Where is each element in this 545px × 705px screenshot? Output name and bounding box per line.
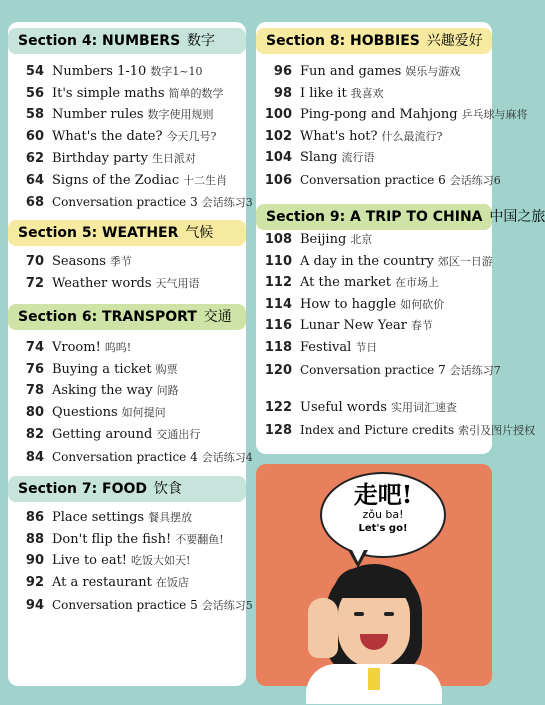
section-title-chinese: 兴趣爱好 <box>426 33 483 49</box>
entry-title-chinese: 我喜欢 <box>350 87 384 100</box>
contents-entry[interactable] <box>262 148 375 168</box>
contents-entry[interactable] <box>14 551 190 571</box>
section-header <box>8 476 246 502</box>
entry-title: Number rules <box>52 107 144 122</box>
contents-entry[interactable] <box>14 252 132 272</box>
page-number: 56 <box>25 86 44 101</box>
contents-entry[interactable] <box>14 447 253 467</box>
girl-eye-left-icon <box>354 612 364 616</box>
entry-title: Vroom! <box>52 340 101 355</box>
entry-title-chinese: 会话练习3 <box>201 196 253 209</box>
section-header <box>8 304 246 330</box>
section-title-chinese: 交通 <box>203 309 232 325</box>
page-number: 114 <box>264 297 292 312</box>
entry-title-chinese: 在饭店 <box>155 576 189 589</box>
page-number: 98 <box>273 86 292 101</box>
page-number: 54 <box>25 64 44 79</box>
contents-entry[interactable] <box>14 425 200 445</box>
contents-entry[interactable] <box>14 403 166 423</box>
entry-title-chinese: 如何提问 <box>121 406 166 419</box>
page-number: 116 <box>264 318 292 333</box>
entry-title: Conversation practice 6 <box>300 173 446 187</box>
section-title: Section 5: WEATHER <box>18 225 179 241</box>
entry-title-chinese: 问路 <box>156 384 179 397</box>
entry-title-chinese: 实用词汇速查 <box>390 401 457 414</box>
page-number: 76 <box>25 362 44 377</box>
entry-title-chinese: 会话练习6 <box>449 174 501 187</box>
entry-title-chinese: 季节 <box>109 255 132 268</box>
page-number: 68 <box>25 195 44 210</box>
contents-entry[interactable] <box>14 573 189 593</box>
page-number: 74 <box>25 340 44 355</box>
entry-title: Don't flip the fish! <box>52 532 172 547</box>
entry-title: What's the date? <box>52 129 163 144</box>
entry-title: Conversation practice 3 <box>52 195 198 209</box>
contents-entry[interactable] <box>262 127 442 147</box>
contents-entry[interactable] <box>262 170 501 190</box>
page-number: 60 <box>25 129 44 144</box>
entry-title: Getting around <box>52 427 153 442</box>
contents-entry[interactable] <box>14 508 192 528</box>
contents-entry[interactable] <box>262 295 444 315</box>
section-title-chinese: 饮食 <box>153 481 182 497</box>
entry-title: Live to eat! <box>52 553 128 568</box>
entry-title: I like it <box>300 86 347 101</box>
entry-title-chinese: 会话练习7 <box>449 364 501 377</box>
entry-title: Conversation practice 4 <box>52 450 198 464</box>
section-title-chinese: 中国之旅 <box>489 209 545 225</box>
section-title-chinese: 数字 <box>187 33 216 49</box>
entry-title: Useful words <box>300 400 387 415</box>
page-number: 94 <box>25 598 44 613</box>
entry-title-chinese: 流行语 <box>341 151 375 164</box>
entry-title: At the market <box>300 275 392 290</box>
photo-panel <box>256 464 492 686</box>
entry-title: Index and Picture credits <box>300 423 455 437</box>
entry-title-chinese: 购票 <box>155 363 178 376</box>
entry-title: Birthday party <box>52 151 148 166</box>
entry-title-chinese: 索引及图片授权 <box>458 424 536 437</box>
page-number: 120 <box>264 363 292 378</box>
entry-title: Place settings <box>52 510 145 525</box>
contents-entry[interactable] <box>262 360 501 380</box>
entry-title: Conversation practice 5 <box>52 598 198 612</box>
speech-bubble <box>320 472 446 558</box>
section-header <box>8 28 246 54</box>
entry-title: Beijing <box>300 232 347 247</box>
contents-entry[interactable] <box>14 149 196 169</box>
contents-entry[interactable] <box>14 595 253 615</box>
girl-bangs-icon <box>334 568 414 598</box>
entry-title-chinese: 如何砍价 <box>400 298 445 311</box>
page-number: 80 <box>25 405 44 420</box>
peace-sign-hand-icon <box>308 598 338 658</box>
bubble-chinese-text: 走吧! <box>353 480 413 509</box>
contents-entry[interactable] <box>14 62 203 82</box>
entry-title: Weather words <box>52 276 152 291</box>
entry-title-chinese: 简单的数学 <box>168 87 224 100</box>
contents-entry[interactable] <box>262 105 528 125</box>
contents-entry[interactable] <box>262 84 384 104</box>
entry-title: At a restaurant <box>52 575 152 590</box>
contents-entry[interactable] <box>262 316 433 336</box>
entry-title-chinese: 会话练习5 <box>201 599 253 612</box>
entry-title-chinese: 什么最流行? <box>381 130 443 143</box>
contents-entry[interactable] <box>262 62 460 82</box>
page-number: 70 <box>25 254 44 269</box>
section-title: Section 6: TRANSPORT <box>18 309 197 325</box>
entry-title-chinese: 吃饭大如天! <box>131 554 191 567</box>
entry-title: It's simple maths <box>52 86 165 101</box>
entry-title-chinese: 春节 <box>410 319 433 332</box>
speech-bubble-tail-fill <box>351 548 365 562</box>
entry-title-chinese: 天气用语 <box>155 277 200 290</box>
entry-title-chinese: 北京 <box>350 233 373 246</box>
contents-entry[interactable] <box>14 274 200 294</box>
contents-entry[interactable] <box>262 273 439 293</box>
page-number: 104 <box>264 150 292 165</box>
entry-title-chinese: 会话练习4 <box>201 451 253 464</box>
entry-title: Lunar New Year <box>300 318 407 333</box>
bubble-pinyin-text: zǒu ba! <box>362 508 404 521</box>
page-number: 84 <box>25 450 44 465</box>
contents-entry[interactable] <box>14 171 227 191</box>
entry-title-chinese: 娱乐与游戏 <box>405 65 461 78</box>
page-number: 110 <box>264 254 292 269</box>
contents-entry[interactable] <box>14 360 178 380</box>
entry-title: Numbers 1-10 <box>52 64 147 79</box>
entry-title: Fun and games <box>300 64 402 79</box>
section-header <box>256 28 492 54</box>
page-number: 102 <box>264 129 292 144</box>
section-title: Section 8: HOBBIES <box>266 33 420 49</box>
section-title: Section 9: A TRIP TO CHINA <box>266 209 483 225</box>
entry-title-chinese: 交通出行 <box>156 428 201 441</box>
entry-title-chinese: 呜呜! <box>104 341 132 354</box>
entry-title-chinese: 数字1~10 <box>150 65 203 78</box>
entry-title-chinese: 今天几号? <box>166 130 217 143</box>
entry-title: Slang <box>300 150 338 165</box>
page-number: 122 <box>264 400 292 415</box>
page-number: 118 <box>264 340 292 355</box>
entry-title: Ping-pong and Mahjong <box>300 107 458 122</box>
page-number: 128 <box>264 423 292 438</box>
entry-title: What's hot? <box>300 129 378 144</box>
entry-title: Festival <box>300 340 352 355</box>
entry-title: Questions <box>52 405 118 420</box>
bubble-english-text: Let's go! <box>358 523 408 534</box>
page-number: 88 <box>25 532 44 547</box>
contents-entry[interactable] <box>262 398 457 418</box>
entry-title-chinese: 节日 <box>355 341 378 354</box>
contents-entry[interactable] <box>14 381 179 401</box>
page-number: 86 <box>25 510 44 525</box>
entry-title-chinese: 郊区一日游 <box>437 255 493 268</box>
entry-title: Seasons <box>52 254 106 269</box>
entry-title-chinese: 十二生肖 <box>183 174 228 187</box>
page-number: 108 <box>264 232 292 247</box>
entry-title-chinese: 不要翻鱼! <box>175 533 224 546</box>
entry-title-chinese: 餐具摆放 <box>148 511 193 524</box>
section-title-chinese: 气候 <box>185 225 214 241</box>
entry-title: Buying a ticket <box>52 362 152 377</box>
section-header <box>256 204 545 230</box>
girl-tie-icon <box>368 668 380 690</box>
page-number: 82 <box>25 427 44 442</box>
entry-title: Conversation practice 7 <box>300 363 446 377</box>
entry-title: Signs of the Zodiac <box>52 173 180 188</box>
page-number: 100 <box>264 107 292 122</box>
section-header <box>8 220 246 246</box>
entry-title: A day in the country <box>300 254 434 269</box>
page-number: 92 <box>25 575 44 590</box>
contents-entry[interactable] <box>262 252 493 272</box>
entry-title-chinese: 生日派对 <box>151 152 196 165</box>
page-number: 64 <box>25 173 44 188</box>
contents-entry[interactable] <box>262 338 377 358</box>
entry-title-chinese: 乒乓球与麻将 <box>461 108 528 121</box>
contents-entry[interactable] <box>14 105 214 125</box>
contents-entry[interactable] <box>14 338 131 358</box>
contents-entry[interactable] <box>14 127 216 147</box>
page-number: 96 <box>273 64 292 79</box>
entry-title-chinese: 在市场上 <box>395 276 440 289</box>
page-number: 72 <box>25 276 44 291</box>
entry-title-chinese: 数字使用规则 <box>147 108 214 121</box>
girl-eye-right-icon <box>384 612 394 616</box>
contents-entry[interactable] <box>14 192 253 212</box>
page-number: 78 <box>25 383 44 398</box>
contents-entry[interactable] <box>262 420 535 440</box>
page-number: 58 <box>25 107 44 122</box>
page-number: 112 <box>264 275 292 290</box>
entry-title: Asking the way <box>52 383 153 398</box>
entry-title: How to haggle <box>300 297 397 312</box>
page-number: 62 <box>25 151 44 166</box>
contents-entry[interactable] <box>14 530 224 550</box>
page-number: 90 <box>25 553 44 568</box>
section-title: Section 4: NUMBERS <box>18 33 181 49</box>
contents-entry[interactable] <box>14 84 224 104</box>
contents-entry[interactable] <box>262 230 372 250</box>
section-title: Section 7: FOOD <box>18 481 148 497</box>
page-number: 106 <box>264 173 292 188</box>
